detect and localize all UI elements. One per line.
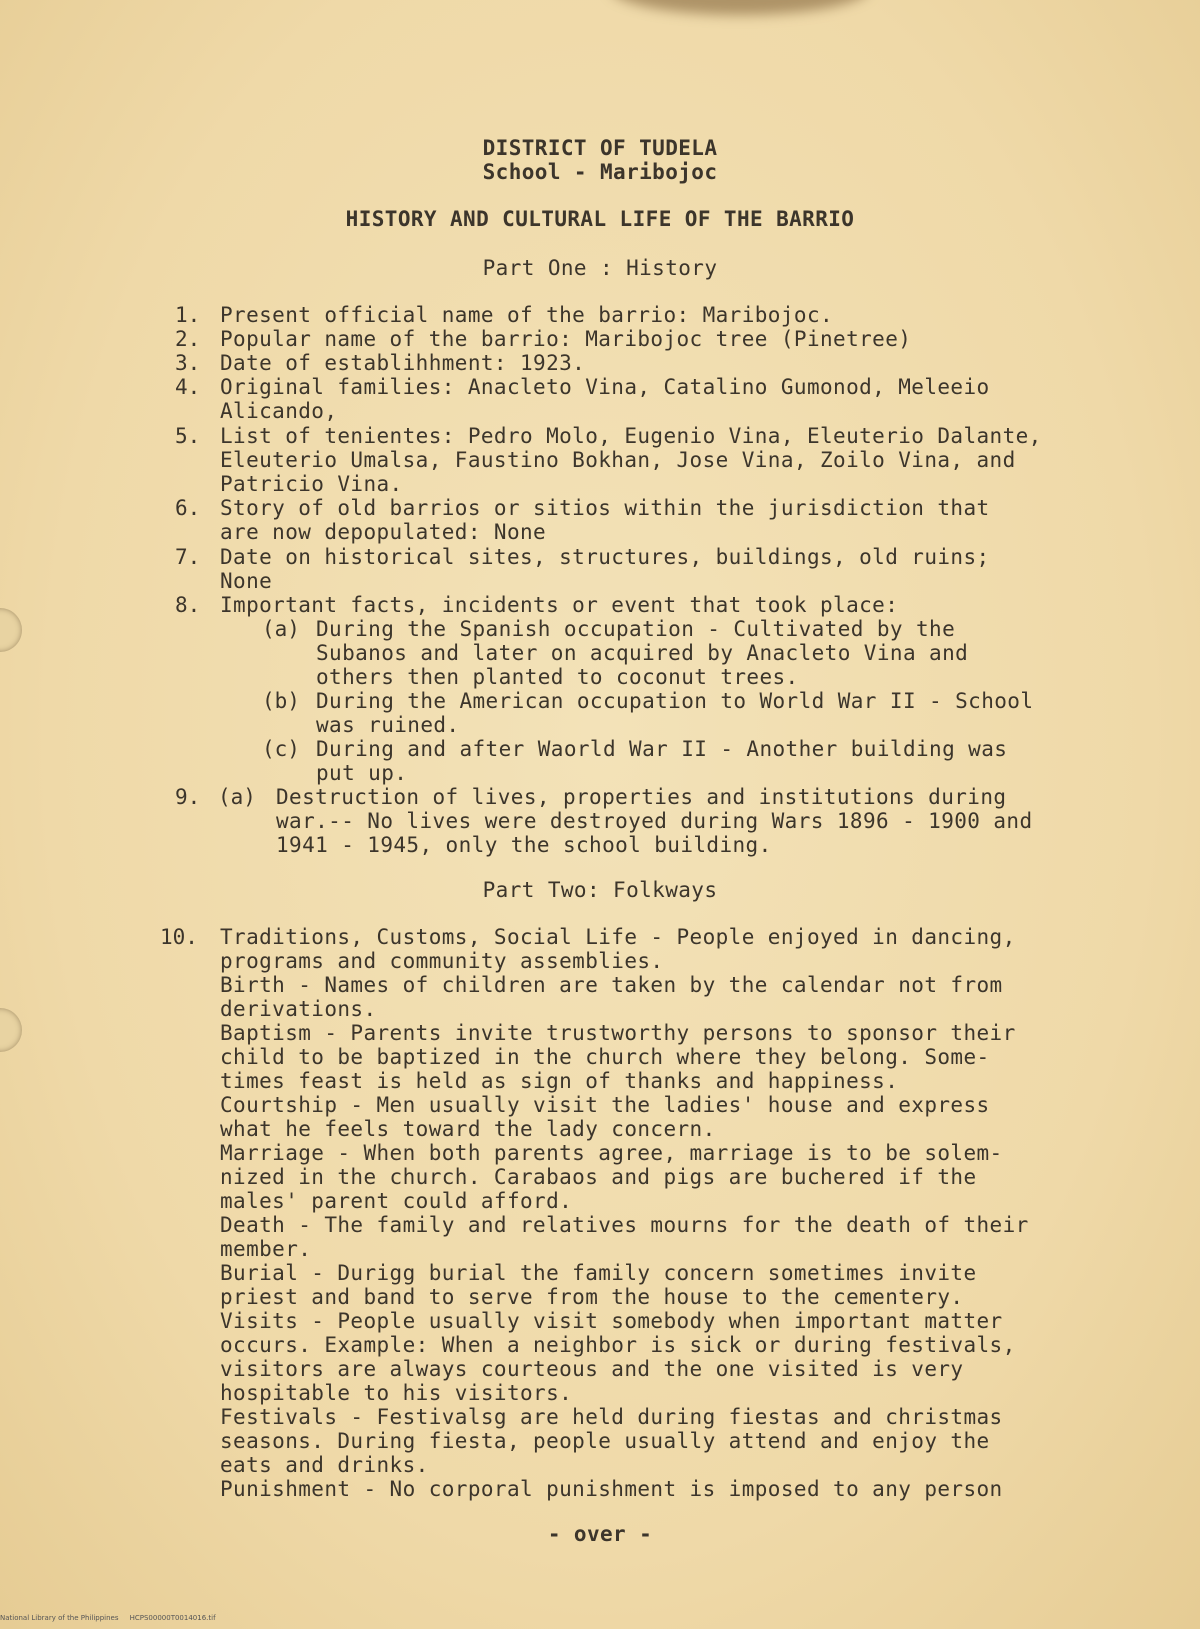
sub-item-text: others then planted to coconut trees. [316, 665, 799, 689]
sub-item-text: Subanos and later on acquired by Anacleto Vina and [316, 641, 969, 665]
item-text: Traditions, Customs, Social Life - People enjoyed in dancing, [220, 925, 1016, 949]
sub-item-label: (b) [262, 689, 300, 713]
punch-hole [0, 1008, 22, 1052]
item-text: Baptism - Parents invite trustworthy persons to sponsor their [220, 1021, 1016, 1045]
item-text: Date on historical sites, structures, buildings, old ruins; [220, 545, 990, 569]
item-text: Alicando, [220, 399, 338, 423]
stain-mark [610, 0, 870, 15]
sub-item-text: was ruined. [316, 713, 460, 737]
school-heading: School - Maribojoc [482, 160, 718, 184]
item-number: 8. [175, 593, 201, 617]
sub-item-label: (a) [262, 617, 300, 641]
sub-item-text: During and after Waorld War II - Another building was [316, 737, 1008, 761]
item-text: times feast is held as sign of thanks and happiness. [220, 1069, 899, 1093]
item-text: war.-- No lives were destroyed during Wars 1896 - 1900 and [276, 809, 1033, 833]
sub-item-label: (c) [262, 737, 300, 761]
item-number: 10. [160, 925, 198, 949]
item-text: priest and band to serve from the house to the cementery. [220, 1285, 964, 1309]
item-text: Marriage - When both parents agree, marriage is to be solem- [220, 1141, 1003, 1165]
sub-item-text: put up. [316, 761, 408, 785]
item-text: member. [220, 1237, 312, 1261]
item-text: eats and drinks. [220, 1453, 429, 1477]
item-text: hospitable to his visitors. [220, 1381, 573, 1405]
item-text: visitors are always courteous and the one visited is very [220, 1357, 964, 1381]
punch-hole [0, 608, 22, 652]
item-text: Important facts, incidents or event that took place: [220, 593, 899, 617]
document-title: HISTORY AND CULTURAL LIFE OF THE BARRIO [345, 207, 855, 231]
scan-source-note: National Library of the Philippines HCPS00000T0014016.tif [0, 1614, 216, 1622]
item-text: Story of old barrios or sitios within the jurisdiction that [220, 496, 990, 520]
item-text: males' parent could afford. [220, 1189, 573, 1213]
item-text: Visits - People usually visit somebody when important matter [220, 1309, 1003, 1333]
item-text: what he feels toward the lady concern. [220, 1117, 716, 1141]
item-text: programs and community assemblies. [220, 949, 664, 973]
item-text: derivations. [220, 997, 377, 1021]
item-text: are now depopulated: None [220, 520, 547, 544]
part-two-heading: Part Two: Folkways [482, 878, 718, 902]
item-text: Destruction of lives, properties and institutions during [276, 785, 1007, 809]
part-one-heading: Part One : History [482, 256, 718, 280]
item-text: 1941 - 1945, only the school building. [276, 833, 772, 857]
page-continuation-note: - over - [547, 1522, 653, 1546]
item-text: Date of establihhment: 1923. [220, 351, 586, 375]
item-text: Eleuterio Umalsa, Faustino Bokhan, Jose Vina, Zoilo Vina, and [220, 448, 1016, 472]
item-text: seasons. During fiesta, people usually attend and enjoy the [220, 1429, 990, 1453]
item-text: List of tenientes: Pedro Molo, Eugenio Vina, Eleuterio Dalante, [220, 424, 1042, 448]
item-text: Original families: Anacleto Vina, Catalino Gumonod, Meleeio [220, 375, 990, 399]
item-text: Popular name of the barrio: Maribojoc tree (Pinetree) [220, 327, 912, 351]
sub-item-text: During the Spanish occupation - Cultivated by the [316, 617, 956, 641]
item-number: 7. [175, 545, 201, 569]
item-text: Present official name of the barrio: Maribojoc. [220, 303, 834, 327]
item-number: 9. [175, 785, 201, 809]
item-text: Burial - Durigg burial the family concern sometimes invite [220, 1261, 977, 1285]
item-text: Patricio Vina. [220, 472, 403, 496]
item-text: occurs. Example: When a neighbor is sick or during festivals, [220, 1333, 1016, 1357]
item-text: Courtship - Men usually visit the ladies' house and express [220, 1093, 990, 1117]
item-number: 3. [175, 351, 201, 375]
item-text: child to be baptized in the church where they belong. Some- [220, 1045, 990, 1069]
item-text: nized in the church. Carabaos and pigs are buchered if the [220, 1165, 977, 1189]
sub-item-label: (a) [218, 785, 256, 809]
item-number: 1. [175, 303, 201, 327]
item-text: None [220, 569, 273, 593]
item-number: 4. [175, 375, 201, 399]
district-heading: DISTRICT OF TUDELA [482, 136, 718, 160]
item-text: Death - The family and relatives mourns for the death of their [220, 1213, 1029, 1237]
sub-item-text: During the American occupation to World War II - School [316, 689, 1034, 713]
item-text: Birth - Names of children are taken by the calendar not from [220, 973, 1003, 997]
item-number: 5. [175, 424, 201, 448]
item-text: Festivals - Festivalsg are held during fiestas and christmas [220, 1405, 1003, 1429]
item-number: 2. [175, 327, 201, 351]
item-number: 6. [175, 496, 201, 520]
item-text: Punishment - No corporal punishment is imposed to any person [220, 1477, 1003, 1501]
